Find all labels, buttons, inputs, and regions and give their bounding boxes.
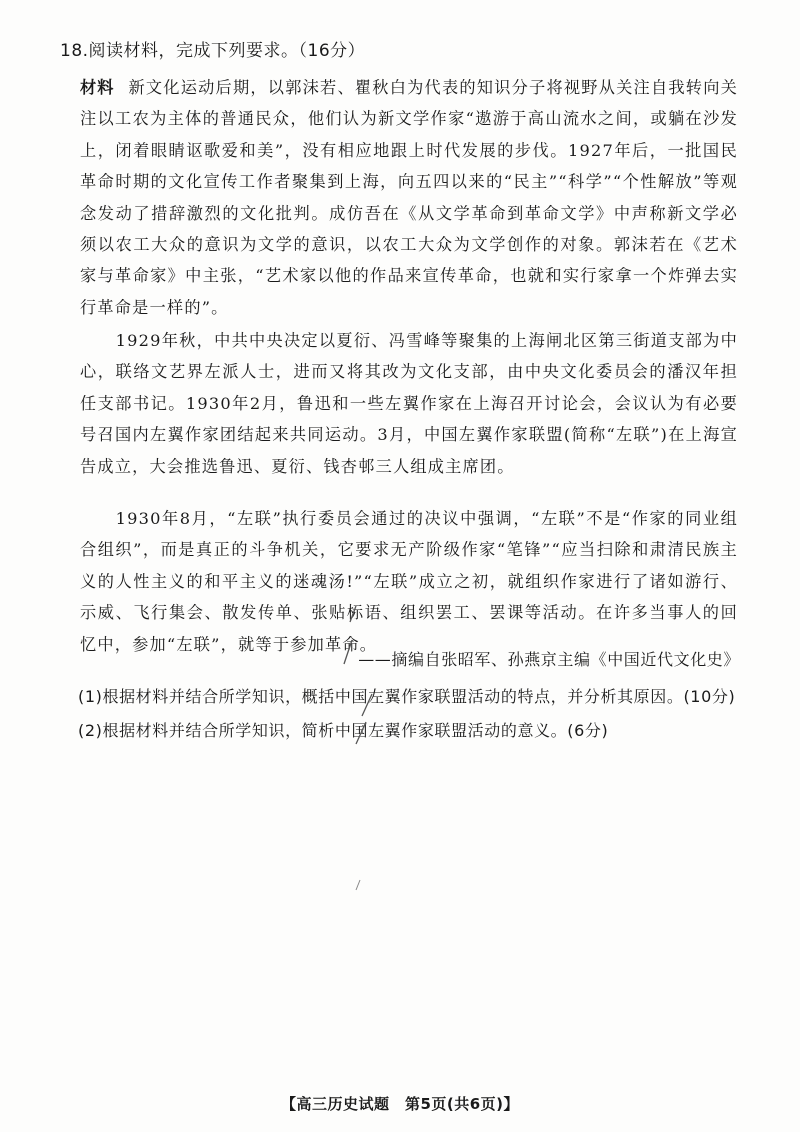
material-paragraph-1-text: 新文化运动后期，以郭沫若、瞿秋白为代表的知识分子将视野从关注自我转向关注以工农为主体的普通民众，他们认为新文学作家“遨游于高山流水之间，或躺在沙发上，闭着眼睛讴歌爱和美”，没有相应地跟上时代发展的步伐。1927年后，一批国民革命时期的文化宣传工作者聚集到上海，向五四以来的“民主”“科学”“个性解放”等观念发动了措辞激烈的文化批判。成仿吾在《从文学革命到革命文学》中声称新文学必须以农工大众的意识为文学的意识，以农工大众为文学创作的对象。郭沫若在《艺术家与革命家》中主张，“艺术家以他的作品来宣传革命，也就和实行家拿一个炸弹去实行革命是一样的”。 xyxy=(80,78,739,317)
sub-question-2: (2)根据材料并结合所学知识，简析中国左翼作家联盟活动的意义。(6分) xyxy=(78,721,609,740)
question-title: 18.阅读材料，完成下列要求。（16分） xyxy=(60,41,366,61)
material-label: 材料 xyxy=(80,78,115,97)
material-source: ——摘编自张昭军、孙燕京主编《中国近代文化史》 xyxy=(358,650,740,669)
material-paragraph-2: 1929年秋，中共中央决定以夏衍、冯雪峰等聚集的上海闸北区第三街道支部为中心，联络文艺界左派人士，进而又将其改为文化支部，由中央文化委员会的潘汉年担任支部书记。1930年2月，鲁迅和一些左翼作家在上海召开讨论会，会议认为有必要号召国内左翼作家团结起来共同运动。3月，中国左翼作家联盟(简称“左联”)在上海宣告成立，大会推选鲁迅、夏衍、钱杏邨三人组成主席团。 xyxy=(80,331,738,476)
pen-stroke-3 xyxy=(356,880,360,890)
material-paragraph-3: 1930年8月，“左联”执行委员会通过的决议中强调，“左联”不是“作家的同业组合组织”，而是真正的斗争机关，它要求无产阶级作家“笔锋”“应当扫除和肃清民族主义的人性主义的和平主义的迷魂汤!”“左联”成立之初，就组织作家进行了诸如游行、示威、飞行集会、散发传单、张贴标语、组织罢工、罢课等活动。在许多当事人的回忆中，参加“左联”，就等于参加革命。 xyxy=(80,509,738,654)
sub-question-1: (1)根据材料并结合所学知识，概括中国左翼作家联盟活动的特点，并分析其原因。(10分) xyxy=(78,687,736,706)
page-footer: 【高三历史试题 第5页(共6页)】 xyxy=(280,1095,520,1113)
material-paragraph-1 xyxy=(80,72,738,323)
